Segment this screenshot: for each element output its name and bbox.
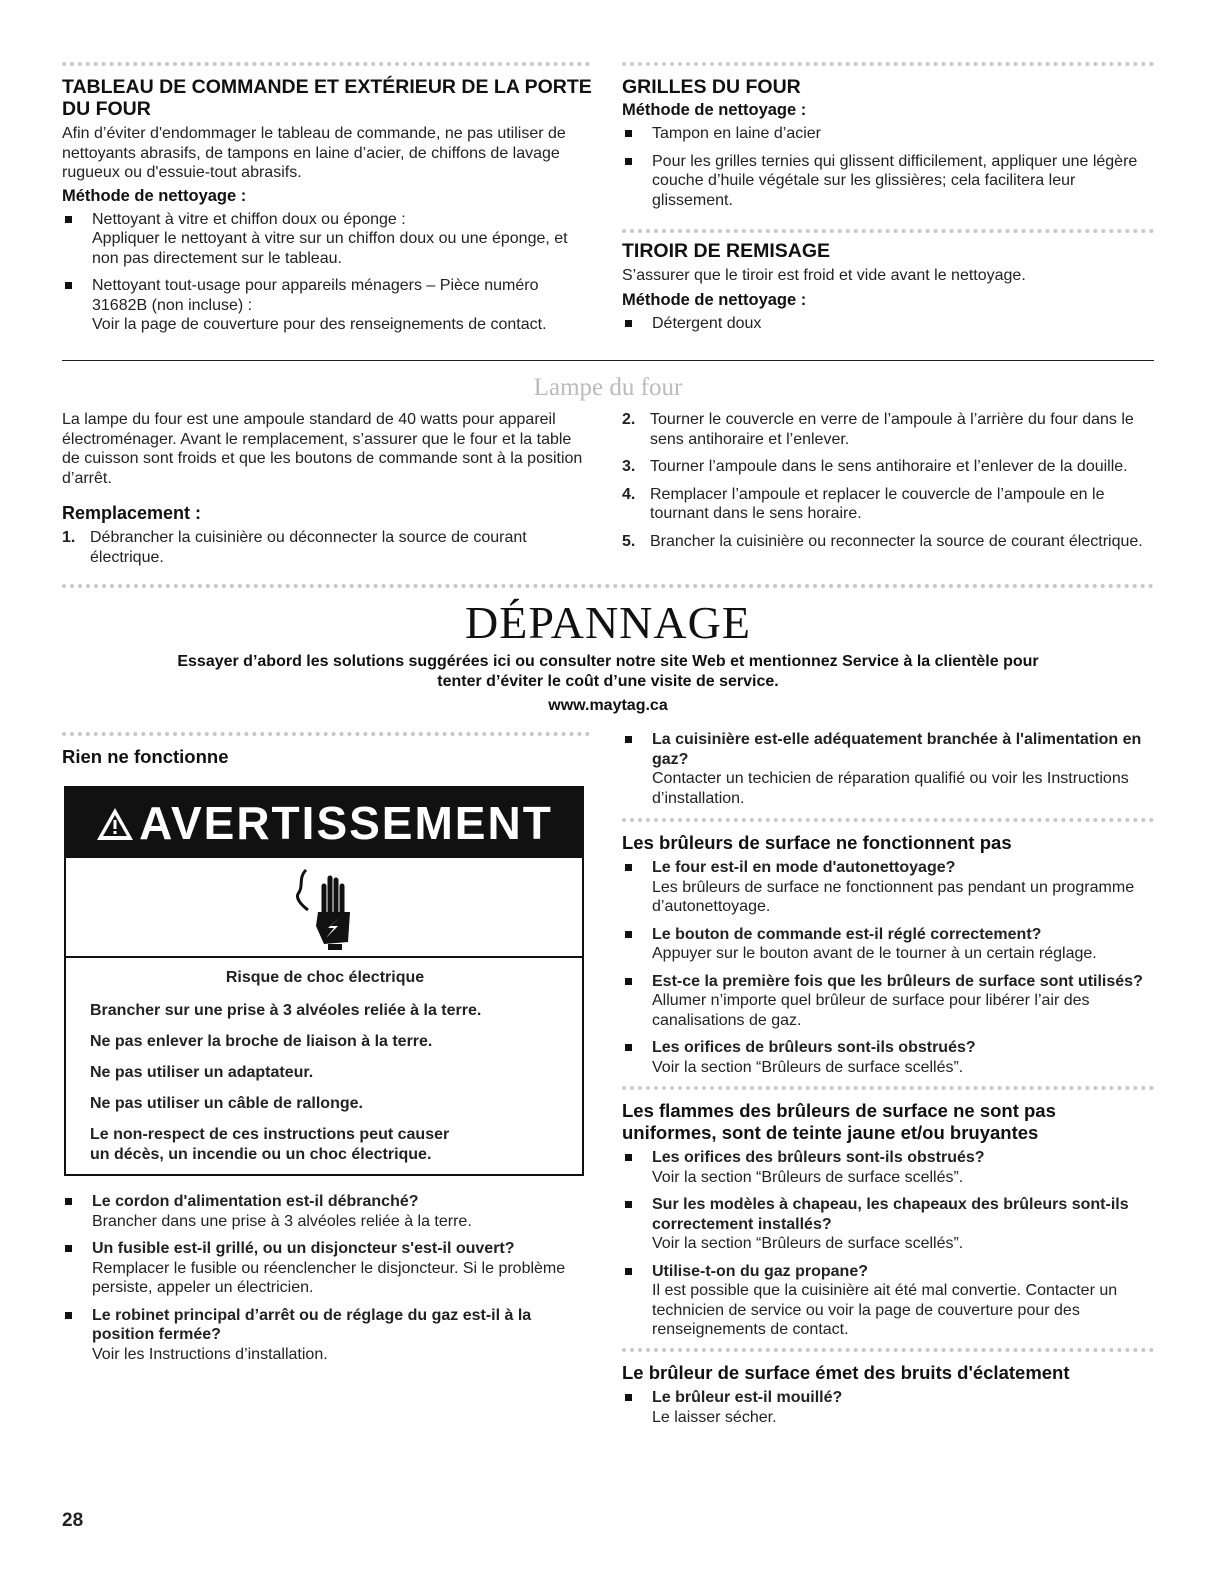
step-item: 5. Brancher la cuisinière ou reconnecter la source de courant électrique. xyxy=(622,532,1143,550)
method-label: Méthode de nettoyage : xyxy=(62,186,247,205)
list-item: Le robinet principal d’arrêt ou de réglage du gaz est-il à la position fermée? Voir les Instructions d’installation. xyxy=(62,1306,592,1365)
method-list xyxy=(622,314,1154,334)
rien-list-continued xyxy=(622,730,1154,816)
grilles-section xyxy=(622,76,1154,218)
shock-hazard-icon xyxy=(66,858,582,958)
list-item: Le brûleur est-il mouillé? Le laisser sécher. xyxy=(622,1388,1154,1427)
list-item: Le bouton de commande est-il réglé correctement? Appuyer sur le bouton avant de le tourner à un certain réglage. xyxy=(622,925,1154,964)
section-title: Les brûleurs de surface ne fonctionnent pas xyxy=(622,832,1012,853)
list-item: Tampon en laine d’acier xyxy=(622,124,1154,144)
rien-title: Rien ne fonctionne xyxy=(62,746,229,767)
list-item: Nettoyant à vitre et chiffon doux ou éponge : Appliquer le nettoyant à vitre sur un chiffon doux ou une éponge, et non pas directement sur le tableau. xyxy=(62,210,592,269)
bruleurs-section xyxy=(622,832,1154,1085)
list-item: Le four est-il en mode d'autonettoyage? Les brûleurs de surface ne fonctionnent pas pendant un programme d’autonettoyage. xyxy=(622,858,1154,917)
list-item: Est-ce la première fois que les brûleurs de surface sont utilisés? Allumer n’importe quel brûleur de surface pour libérer l’air des canalisations de gaz. xyxy=(622,972,1154,1031)
steps-list xyxy=(62,528,592,567)
warning-text: Risque de choc électrique Brancher sur une prise à 3 alvéoles reliée à la terre. Ne pas enlever la broche de liaison à la terre. Ne pas utiliser un adaptateur. Ne pas utiliser un câble de rallonge. Le non-respect de ces instructions peut causer un décès, un incendie ou un choc électrique. xyxy=(90,969,482,1163)
page-number: 28 xyxy=(62,1510,84,1531)
tiroir-section xyxy=(622,240,1154,341)
method-list xyxy=(622,124,1154,210)
section-intro: Afin d’éviter d'endommager le tableau de commande, ne pas utiliser de nettoyants abrasifs, de tampons en laine d’acier, de chiffons de lavage rugueux ou d'essuie-tout abrasifs. xyxy=(62,125,566,181)
tableau-section xyxy=(62,76,592,343)
rien-list xyxy=(62,1192,592,1372)
section-title: Le brûleur de surface émet des bruits d'éclatement xyxy=(622,1362,1070,1383)
section-rule xyxy=(62,360,1154,361)
list-item: Les orifices des brûleurs sont-ils obstrués? Voir la section “Brûleurs de surface scellés”. xyxy=(622,1148,1154,1187)
lampe-intro: La lampe du four est une ampoule standard de 40 watts pour appareil électroménager. Avant le remplacement, s’assurer que le four et la table de cuisson sont froids et que les boutons de commande sont à la position d’arrêt. xyxy=(62,411,583,487)
website-link[interactable]: www.maytag.ca xyxy=(548,697,668,714)
lampe-right xyxy=(622,410,1154,559)
steps-list xyxy=(622,410,1154,551)
divider xyxy=(622,818,1154,822)
lampe-title: Lampe du four xyxy=(533,374,683,401)
divider xyxy=(622,229,1154,233)
eclatement-section xyxy=(622,1362,1154,1435)
list-item: Utilise-t-on du gaz propane? Il est possible que la cuisinière ait été mal convertie. Contacter un technicien de service ou voir la page de couverture pour des renseignements de contact. xyxy=(622,1262,1154,1340)
step-item: 3. Tourner l’ampoule dans le sens antihoraire et l’enlever de la douille. xyxy=(622,458,1128,475)
section-title: GRILLES DU FOUR xyxy=(622,76,801,98)
list-item: Un fusible est-il grillé, ou un disjoncteur s'est-il ouvert? Remplacer le fusible ou réenclencher le disjoncteur. Si le problème persiste, appeler un électricien. xyxy=(62,1239,592,1298)
list-item: La cuisinière est-elle adéquatement branchée à l'alimentation en gaz? Contacter un techicien de réparation qualifié ou voir les Instructions d’installation. xyxy=(622,730,1154,808)
divider xyxy=(622,62,1154,66)
step-item: 2. Tourner le couvercle en verre de l’ampoule à l’arrière du four dans le sens antihoraire et l’enlever. xyxy=(622,411,1134,448)
list-item: Nettoyant tout-usage pour appareils ménagers – Pièce numéro 31682B (non incluse) : Voir la page de couverture pour des renseignements de contact. xyxy=(62,276,592,335)
warning-box xyxy=(64,786,584,1176)
warning-header: AVERTISSEMENT xyxy=(66,788,582,858)
step-item: 4. Remplacer l’ampoule et replacer le couvercle de l’ampoule en le tournant dans le sens horaire. xyxy=(622,485,1105,522)
divider xyxy=(62,62,590,66)
section-title: TIROIR DE REMISAGE xyxy=(622,240,831,262)
section-title: Les flammes des brûleurs de surface ne sont pas uniformes, sont de teinte jaune et/ou bruyantes xyxy=(622,1100,1056,1143)
list-item: Le cordon d'alimentation est-il débranché? Brancher dans une prise à 3 alvéoles reliée à la terre. xyxy=(62,1192,592,1231)
divider xyxy=(622,1348,1154,1352)
warning-triangle-icon xyxy=(95,806,135,842)
list-item: Détergent doux xyxy=(622,314,1154,334)
method-label: Méthode de nettoyage : xyxy=(622,101,807,119)
flammes-section xyxy=(622,1100,1154,1348)
list-item: Sur les modèles à chapeau, les chapeaux des brûleurs sont-ils correctement installés? Voir la section “Brûleurs de surface scellés”. xyxy=(622,1195,1154,1254)
divider xyxy=(62,584,1154,588)
list-item: Pour les grilles ternies qui glissent difficilement, appliquer une légère couche d’huile végétale sur les glissières; cela facilitera leur glissement. xyxy=(622,152,1154,211)
step-item: 1. Débrancher la cuisinière ou déconnecter la source de courant électrique. xyxy=(62,529,527,566)
depannage-intro: Essayer d’abord les solutions suggérées ici ou consulter notre site Web et mentionnez Service à la clientèle pour tenter d’éviter le coût d’une visite de service. www.maytag.ca xyxy=(62,652,1154,716)
divider xyxy=(622,1086,1154,1090)
replacement-label: Remplacement : xyxy=(62,503,202,523)
method-list xyxy=(62,210,592,335)
list-item: Les orifices de brûleurs sont-ils obstrués? Voir la section “Brûleurs de surface scellés”. xyxy=(622,1038,1154,1077)
method-label: Méthode de nettoyage : xyxy=(622,290,807,309)
section-intro: S’assurer que le tiroir est froid et vide avant le nettoyage. xyxy=(622,267,1026,284)
lampe-left xyxy=(62,410,592,575)
page-title: DÉPANNAGE xyxy=(465,597,751,648)
section-title: TABLEAU DE COMMANDE ET EXTÉRIEUR DE LA PORTE DU FOUR xyxy=(62,76,592,120)
divider xyxy=(62,732,590,736)
